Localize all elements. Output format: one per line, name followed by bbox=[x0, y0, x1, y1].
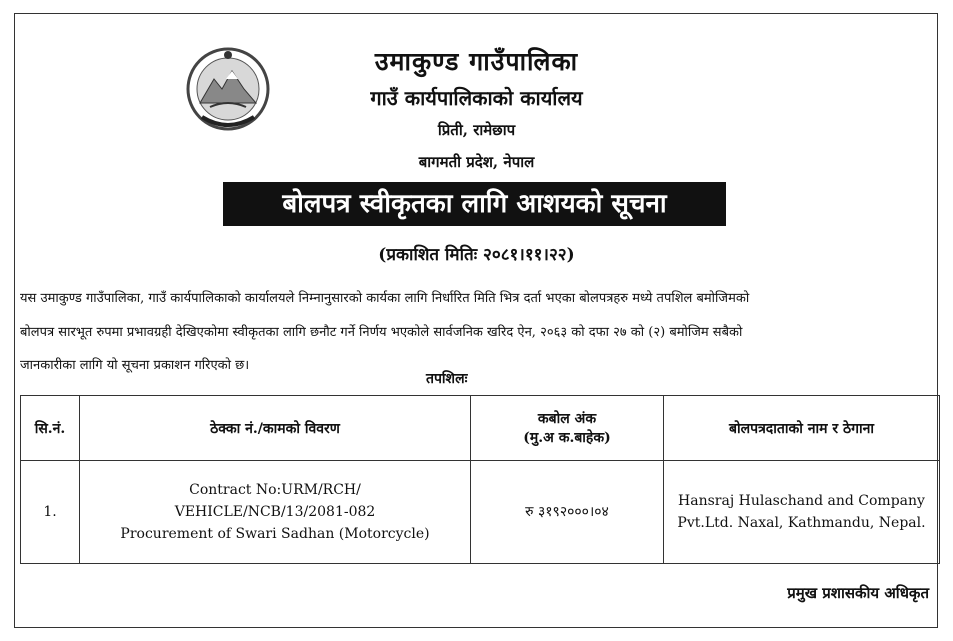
cell-bidder bbox=[664, 461, 940, 564]
col-header-amount-line2: (मु.अ क.बाहेक) bbox=[523, 430, 611, 446]
col-header-description: ठेक्का नं./कामको विवरण bbox=[80, 396, 471, 461]
cell-amount: रु ३१९२०००।०४ bbox=[471, 461, 664, 564]
cell-description-line2: VEHICLE/NCB/13/2081-082 bbox=[174, 504, 376, 520]
table-header-row bbox=[21, 396, 940, 461]
office-name: गाउँ कार्यपालिकाको कार्यालय bbox=[370, 86, 583, 110]
cell-sn: 1. bbox=[21, 461, 80, 564]
office-location: प्रिती, रामेछाप bbox=[437, 121, 516, 139]
cell-description-line1: Contract No:URM/RCH/ bbox=[189, 482, 361, 498]
body-line-1: यस उमाकुण्ड गाउँपालिका, गाउँ कार्यपालिकाको कार्यालयले निम्नानुसारको कार्यका लागि निर्धारित मिति भित्र दर्ता भएका बोलपत्रहरु मध्ये तपशिल बमोजिमको bbox=[20, 291, 750, 306]
details-label: तपशिलः bbox=[426, 371, 468, 387]
award-table bbox=[20, 395, 940, 564]
publish-date: (प्रकाशित मितिः २०८१।११।२२) bbox=[378, 245, 575, 265]
cell-bidder-line1: Hansraj Hulaschand and Company bbox=[678, 493, 925, 509]
col-header-bidder: बोलपत्रदाताको नाम र ठेगाना bbox=[664, 396, 940, 461]
col-header-amount bbox=[471, 396, 664, 461]
table-row bbox=[21, 461, 940, 564]
body-line-2: बोलपत्र सारभूत रुपमा प्रभावग्रही देखिएकोमा स्वीकृतका लागि छनौट गर्ने निर्णय भएकोले सार्वजनिक खरिद ऐन, २०६३ को दफा २७ को (२) बमोजिम सबैको bbox=[20, 325, 743, 340]
cell-description-line3: Procurement of Swari Sadhan (Motorcycle) bbox=[120, 526, 430, 542]
municipality-name: उमाकुण्ड गाउँपालिका bbox=[374, 47, 579, 76]
cell-bidder-line2: Pvt.Ltd. Naxal, Kathmandu, Nepal. bbox=[677, 515, 926, 531]
body-line-3: जानकारीका लागि यो सूचना प्रकाशन गरिएको छ। bbox=[20, 358, 250, 373]
notice-title: बोलपत्र स्वीकृतका लागि आशयको सूचना bbox=[223, 182, 726, 226]
province-country: बागमती प्रदेश, नेपाल bbox=[418, 153, 535, 171]
col-header-amount-line1: कबोल अंक bbox=[537, 411, 597, 427]
col-header-sn: सि.नं. bbox=[21, 396, 80, 461]
cell-description bbox=[80, 461, 471, 564]
signatory-title: प्रमुख प्रशासकीय अधिकृत bbox=[787, 584, 929, 602]
